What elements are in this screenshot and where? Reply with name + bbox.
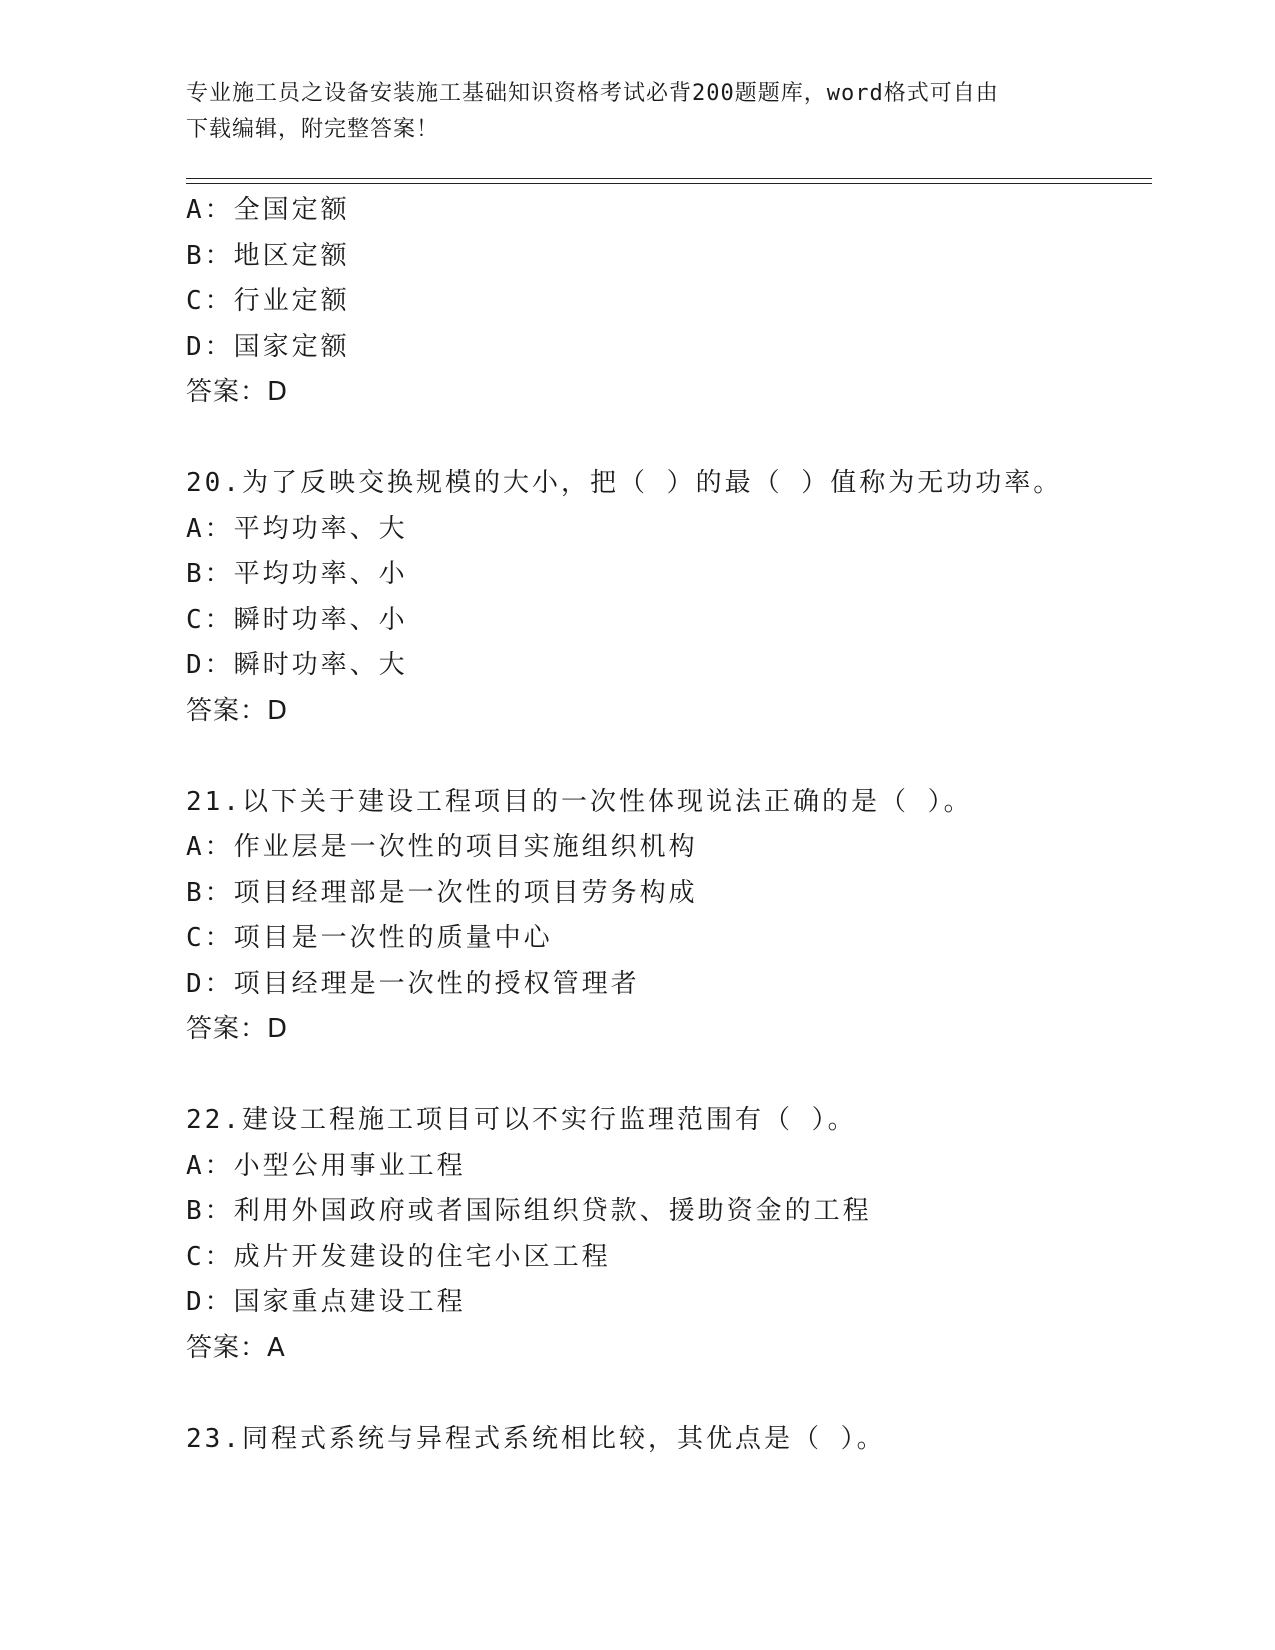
option-c: C：行业定额 [186,286,350,316]
option-b: B：项目经理部是一次性的项目劳务构成 [186,877,698,908]
question-block-prev [186,188,1152,416]
spacer [186,416,1152,462]
header-line-2: 下载编辑，附完整答案！ [186,117,440,142]
option-c: C：瞬时功率、小 [186,604,408,635]
question-block-21 [186,780,1152,1053]
option-d: D：国家重点建设工程 [186,1287,466,1317]
option-d: D：国家定额 [186,331,350,362]
question-stem: 22.建设工程施工项目可以不实行监理范围有（ ）。 [186,1105,857,1135]
header-divider-top [186,178,1152,179]
spacer [186,1053,1152,1099]
option-d: D：瞬时功率、大 [186,650,408,680]
answer-line: 答案：D [186,695,289,726]
option-b: B：平均功率、小 [186,559,408,589]
option-d: D：项目经理是一次性的授权管理者 [186,968,640,999]
option-c: C：成片开发建设的住宅小区工程 [186,1241,611,1272]
question-stem: 23.同程式系统与异程式系统相比较，其优点是（ ）。 [186,1423,886,1454]
option-a: A：全国定额 [186,195,350,225]
spacer [186,734,1152,780]
option-b: B：利用外国政府或者国际组织贷款、援助资金的工程 [186,1196,872,1226]
question-stem: 20.为了反映交换规模的大小，把（ ）的最（ ）值称为无功功率。 [186,468,1063,498]
answer-line: 答案：A [186,1332,286,1363]
question-block-22 [186,1098,1152,1371]
question-block-23 [186,1417,1152,1463]
option-a: A：作业层是一次性的项目实施组织机构 [186,832,698,862]
question-stem: 21.以下关于建设工程项目的一次性体现说法正确的是（ ）。 [186,786,973,817]
question-list [186,188,1152,1462]
option-a: A：平均功率、大 [186,513,408,544]
option-b: B：地区定额 [186,240,350,271]
answer-line: 答案：D [186,1014,289,1044]
header-divider-bottom [186,183,1152,184]
document-header [186,76,1066,148]
spacer [186,1371,1152,1417]
question-block-20 [186,461,1152,734]
option-a: A：小型公用事业工程 [186,1150,466,1181]
header-line-1: 专业施工员之设备安装施工基础知识资格考试必背200题题库，word格式可自由 [186,81,999,106]
option-c: C：项目是一次性的质量中心 [186,923,553,953]
answer-line: 答案：D [186,377,289,407]
